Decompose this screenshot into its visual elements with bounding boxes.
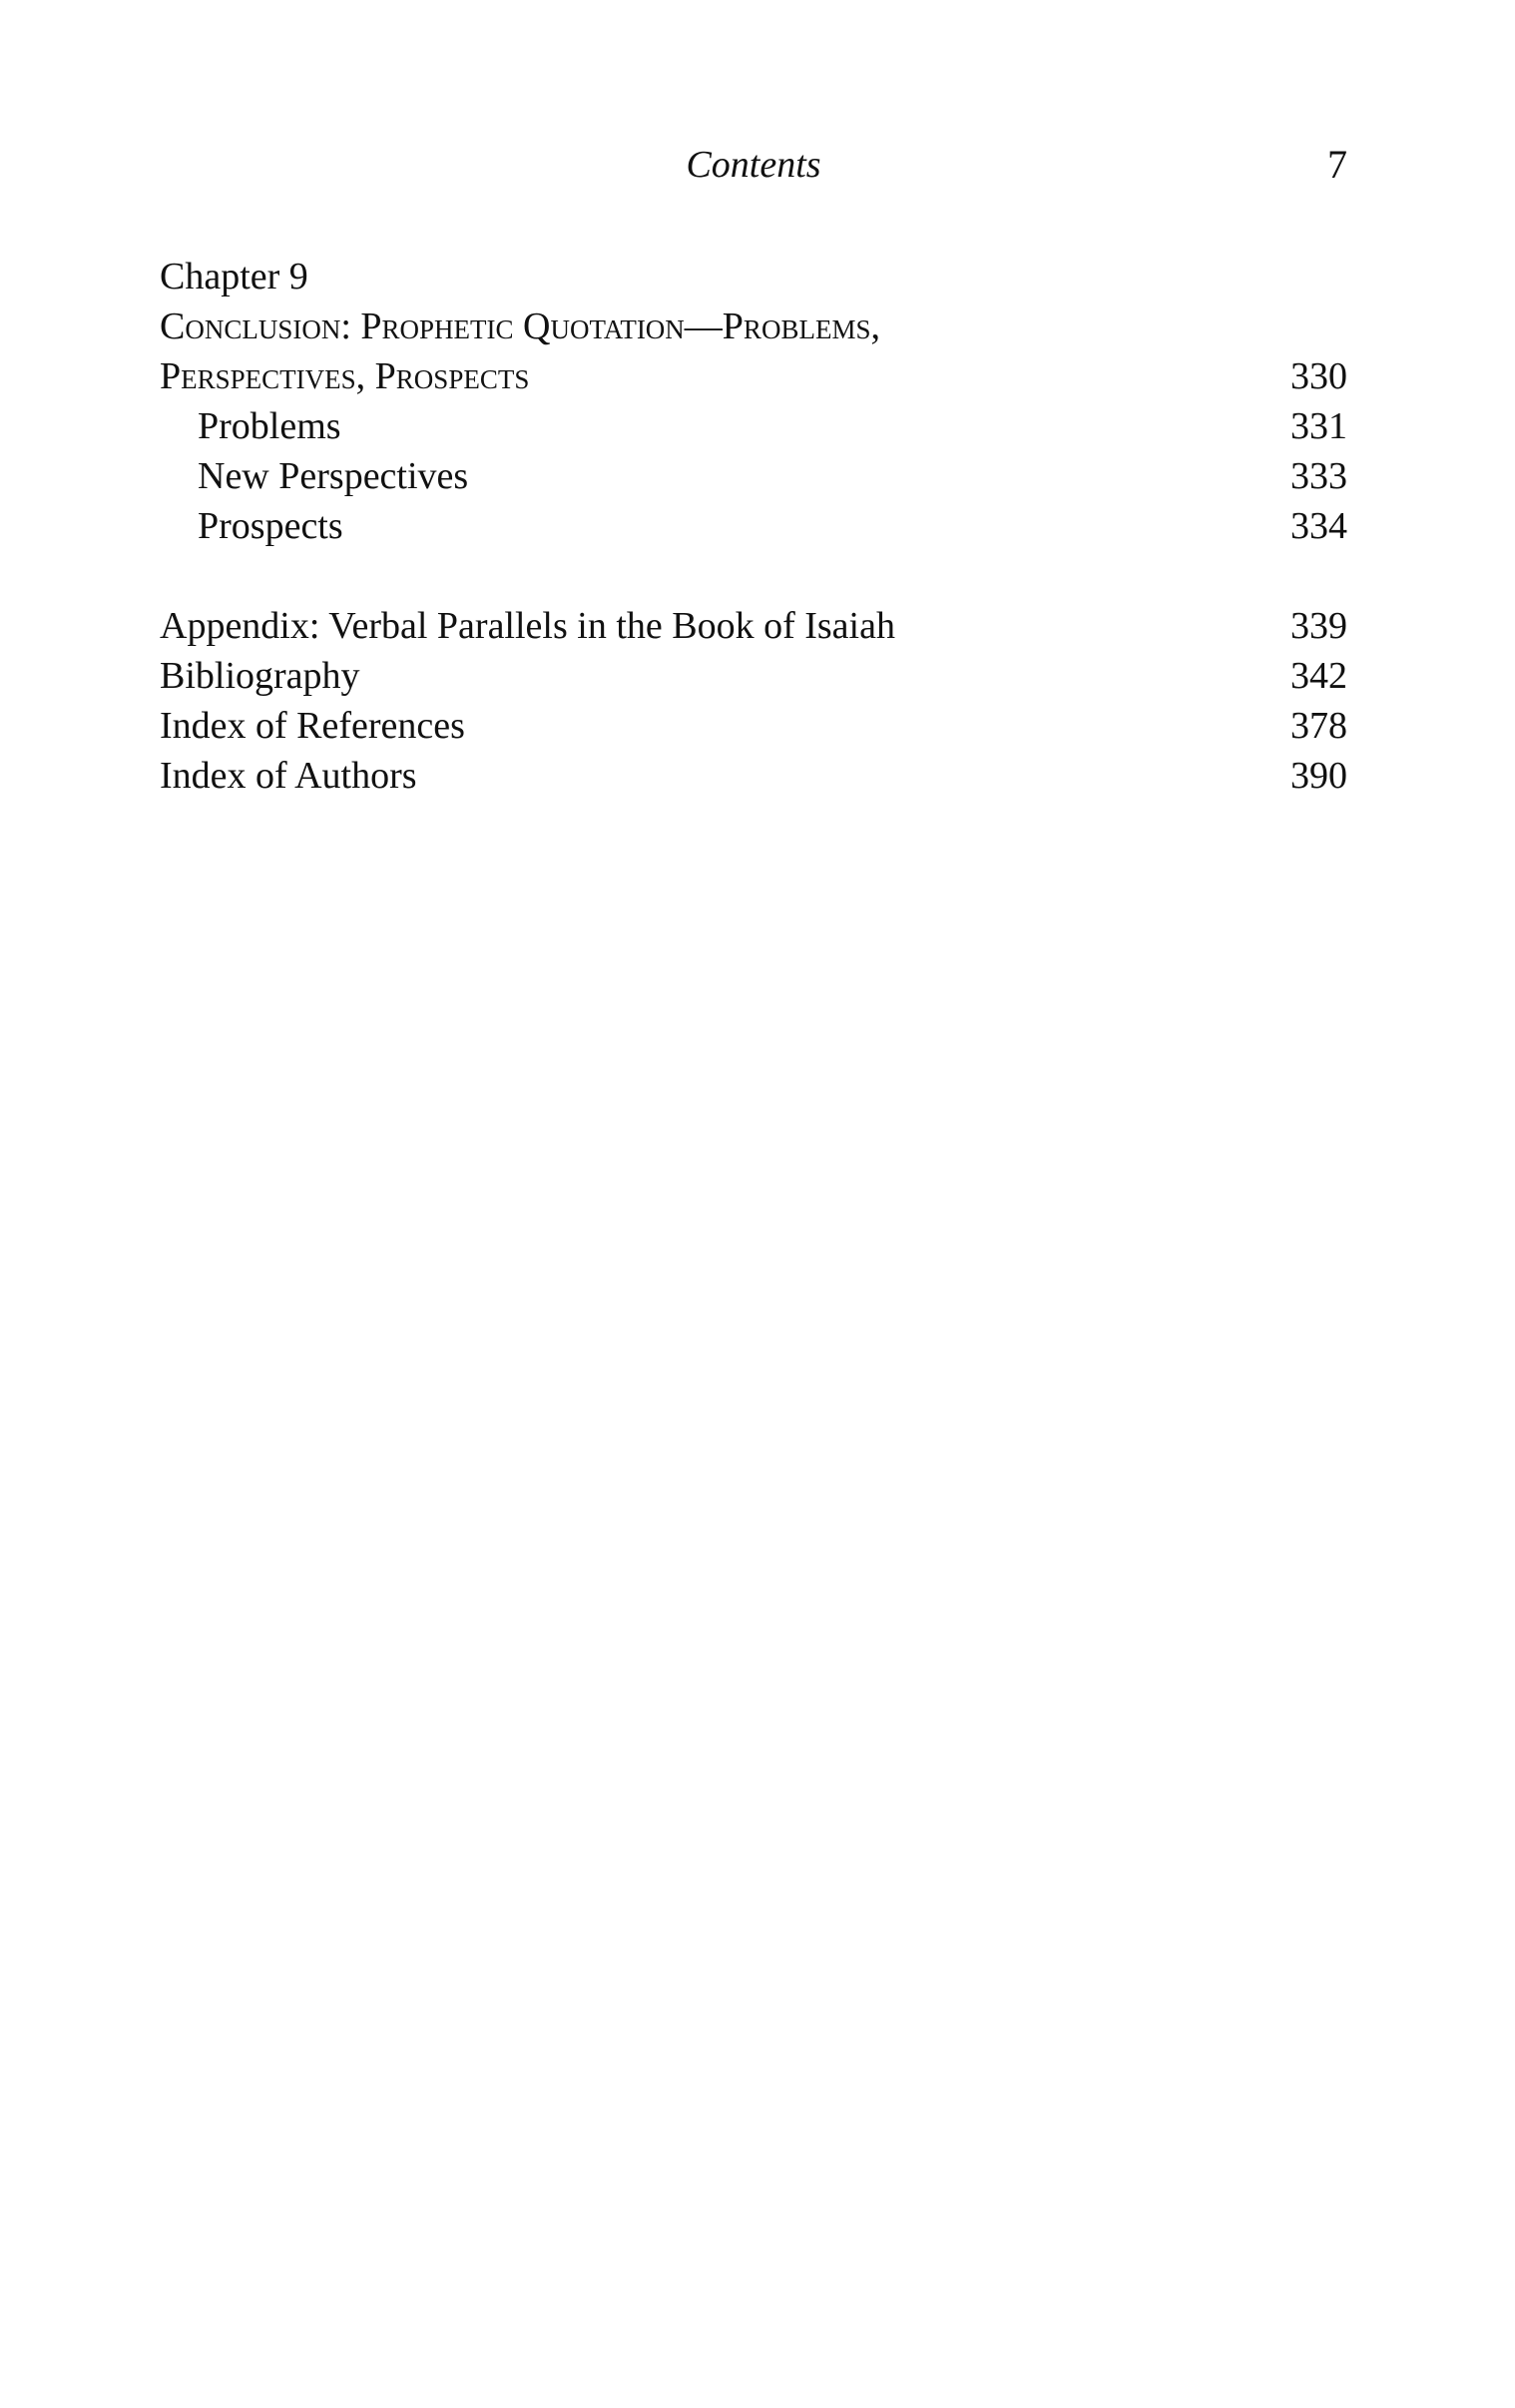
- table-of-contents: [160, 252, 1347, 801]
- toc-entry-prospects: [160, 501, 1347, 551]
- toc-entry-label: New Perspectives: [198, 455, 469, 497]
- toc-entry-index-of-authors: [160, 751, 1347, 801]
- toc-entry-label: Appendix: Verbal Parallels in the Book of Isaiah: [160, 605, 895, 647]
- toc-entry-index-of-references: [160, 701, 1347, 751]
- toc-entry-new-perspectives: [160, 451, 1347, 501]
- page-header: [160, 140, 1347, 190]
- toc-entry-label: Index of Authors: [160, 755, 417, 797]
- chapter-title-text-2: Perspectives, Prospects: [160, 355, 530, 397]
- chapter-title-line-2: [160, 351, 1347, 401]
- toc-entry-page: 378: [1290, 705, 1347, 747]
- toc-entry-page: 339: [1290, 605, 1347, 647]
- toc-entry-page: 390: [1290, 755, 1347, 797]
- toc-entry-problems: [160, 401, 1347, 451]
- toc-entry-appendix: [160, 601, 1347, 651]
- toc-entry-page: 342: [1290, 655, 1347, 697]
- chapter-title-page: 330: [1290, 355, 1347, 397]
- toc-entry-page: 333: [1290, 455, 1347, 497]
- toc-entry-label: Index of References: [160, 705, 465, 747]
- toc-entry-page: 331: [1290, 405, 1347, 447]
- running-title: Contents: [686, 144, 821, 186]
- chapter-title-line-1: [160, 301, 1347, 351]
- page-number: 7: [1327, 142, 1347, 187]
- chapter-number: Chapter 9: [160, 256, 308, 298]
- section-spacer: [160, 551, 1347, 601]
- toc-entry-label: Prospects: [198, 505, 343, 547]
- toc-entry-bibliography: [160, 651, 1347, 701]
- chapter-heading: [160, 252, 1347, 301]
- toc-entry-label: Problems: [198, 405, 341, 447]
- toc-entry-label: Bibliography: [160, 655, 360, 697]
- chapter-title-text-1: Conclusion: Prophetic Quotation—Problems,: [160, 305, 880, 347]
- toc-entry-page: 334: [1290, 505, 1347, 547]
